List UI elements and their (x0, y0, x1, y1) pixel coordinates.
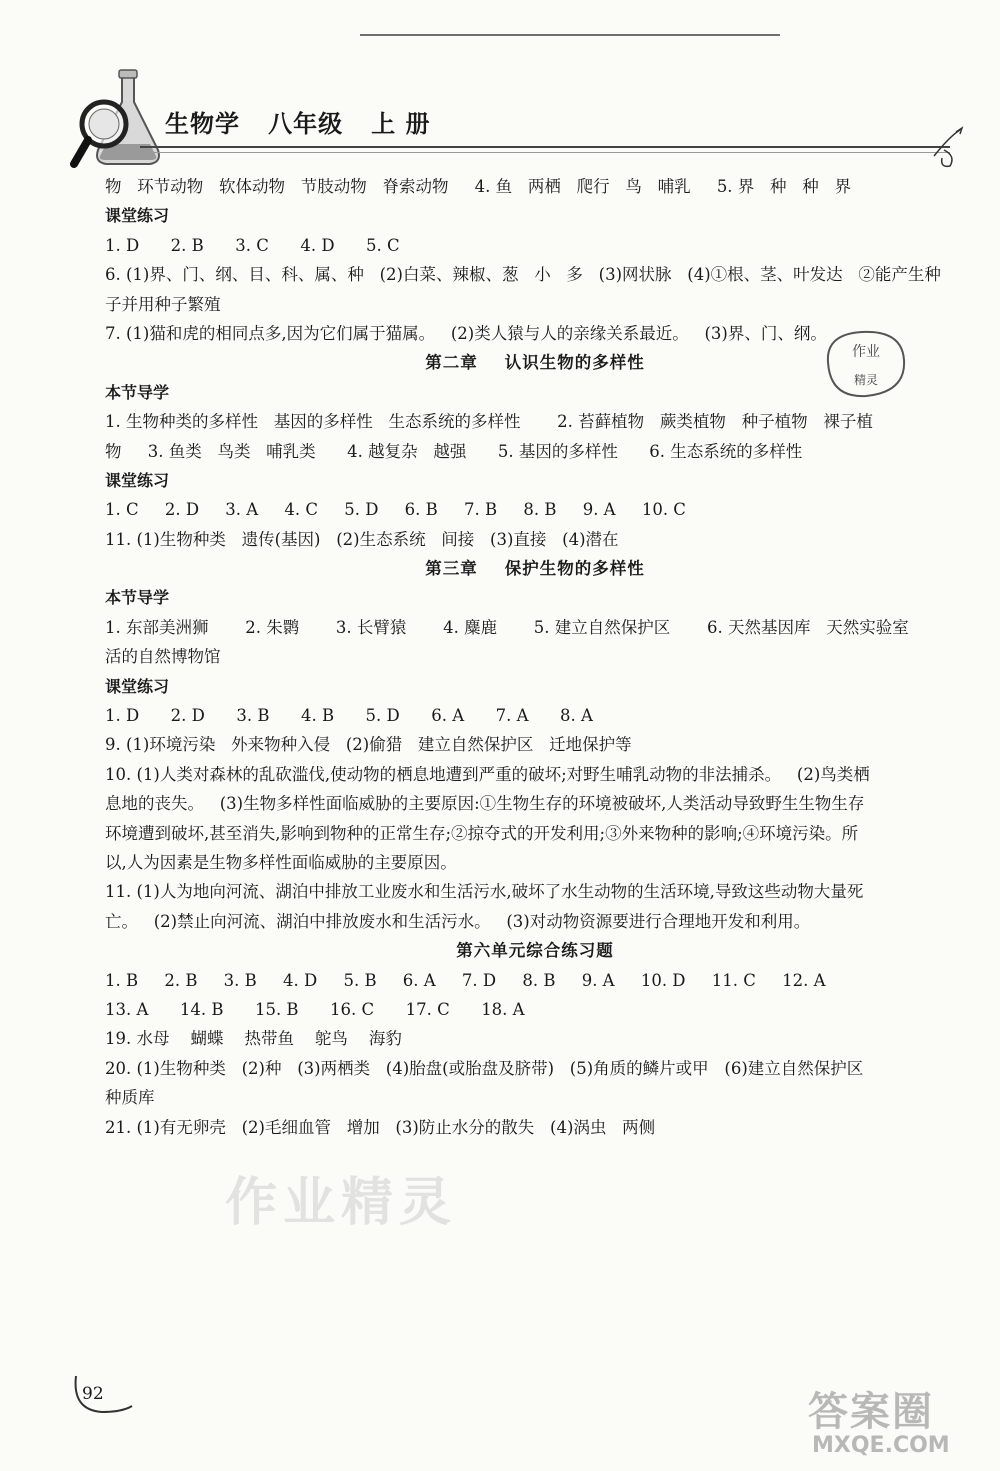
answer-line: 环境遭到破坏,甚至消失,影响到物种的正常生存;②掠夺式的开发利用;③外来物种的影响;④环境污染。所 (105, 823, 859, 843)
answer-line: 21. (1)有无卵壳 (2)毛细血管 增加 (3)防止水分的散失 (4)涡虫 两侧 (105, 1117, 656, 1137)
section-heading: 课堂练习 (105, 676, 170, 696)
answer-line: 息地的丧失。 (3)生物多样性面临威胁的主要原因:①生物生存的环境被破坏,人类活动导致野生生物生存 (105, 794, 865, 814)
section-heading: 本节导学 (105, 382, 170, 402)
corner-logo-url: MXQE.COM (812, 1433, 950, 1458)
answer-line: 19. 水母 蝴蝶 热带鱼 鸵鸟 海豹 (105, 1029, 402, 1049)
answer-line: 10. (1)人类对森林的乱砍滥伐,使动物的栖息地遭到严重的破坏;对野生哺乳动物的非法捕杀。 (2)鸟类栖 (105, 764, 870, 784)
section-heading: 课堂练习 (105, 470, 170, 490)
answer-content (105, 172, 941, 1142)
stamp-line2: 精灵 (853, 373, 879, 387)
answer-line: 以,人为因素是生物多样性面临威胁的主要原因。 (105, 852, 457, 872)
stamp-seal-icon (822, 326, 908, 400)
answer-line: 活的自然博物馆 (105, 647, 221, 667)
answer-line: 20. (1)生物种类 (2)种 (3)两栖类 (4)胎盘(或胎盘及脐带) (5)角质的鳞片或甲 (6)建立自然保护区 (105, 1058, 864, 1078)
corner-logo-main: 答案圈 (808, 1389, 934, 1435)
answer-line: 11. (1)生物种类 遗传(基因) (2)生态系统 间接 (3)直接 (4)潜在 (105, 529, 619, 549)
answer-line: 1. B 2. B 3. B 4. D 5. B 6. A 7. D 8. B 9. A 10. D 11. C 12. A (105, 970, 826, 990)
corner-logo (808, 1380, 988, 1460)
section-heading: 本节导学 (105, 588, 170, 608)
answer-line: 1. D 2. B 3. C 4. D 5. C (105, 235, 400, 255)
answer-line: 子并用种子繁殖 (105, 294, 221, 314)
answer-line: 7. (1)猫和虎的相同点多,因为它们属于猫属。 (2)类人猿与人的亲缘关系最近。 (3)界、门、纲。 (105, 323, 827, 343)
header-top-rule (360, 34, 780, 36)
stamp-line1: 作业 (852, 344, 880, 360)
answer-line: 11. (1)人为地向河流、湖泊中排放工业废水和生活污水,破坏了水生动物的生活环境,导致这些动物大量死 (105, 882, 864, 902)
answer-line: 1. C 2. D 3. A 4. C 5. D 6. B 7. B 8. B 9. A 10. C (105, 500, 686, 520)
answer-line: 1. D 2. D 3. B 4. B 5. D 6. A 7. A 8. A (105, 706, 593, 726)
chapter-title: 第二章 认识生物的多样性 (425, 353, 645, 373)
answer-line: 6. (1)界、门、纲、目、科、属、种 (2)白菜、辣椒、葱 小 多 (3)网状脉 (4)①根、茎、叶发达 ②能产生种 (105, 265, 941, 285)
header-title: 生物学 八年级 上 册 (165, 110, 431, 138)
answer-line: 1. 生物种类的多样性 基因的多样性 生态系统的多样性 2. 苔藓植物 蕨类植物 种子植物 裸子植 (105, 412, 873, 432)
answer-line: 亡。 (2)禁止向河流、湖泊中排放废水和生活污水。 (3)对动物资源要进行合理地开发和利用。 (105, 911, 811, 931)
ornament-icon (930, 126, 964, 170)
page-number: 92 (82, 1384, 104, 1404)
section-heading: 课堂练习 (105, 206, 170, 226)
flask-magnifier-icon (70, 66, 180, 171)
answer-line: 13. A 14. B 15. B 16. C 17. C 18. A (105, 999, 525, 1019)
answer-line: 种质库 (105, 1088, 155, 1108)
chapter-title: 第三章 保护生物的多样性 (425, 559, 645, 579)
page-header (60, 60, 960, 170)
answer-line: 1. 东部美洲狮 2. 朱鹮 3. 长臂猿 4. 麋鹿 5. 建立自然保护区 6. 天然基因库 天然实验室 (105, 617, 909, 637)
answer-line: 9. (1)环境污染 外来物种入侵 (2)偷猎 建立自然保护区 迁地保护等 (105, 735, 632, 755)
watermark: 作业精灵 (225, 1173, 458, 1233)
answer-line: 物 3. 鱼类 鸟类 哺乳类 4. 越复杂 越强 5. 基因的多样性 6. 生态系统的多样性 (105, 441, 803, 461)
answer-line: 物 环节动物 软体动物 节肢动物 脊索动物 4. 鱼 两栖 爬行 鸟 哺乳 5. 界 种 种 界 (105, 177, 852, 196)
header-rule (140, 146, 950, 153)
chapter-title: 第六单元综合练习题 (456, 941, 614, 961)
